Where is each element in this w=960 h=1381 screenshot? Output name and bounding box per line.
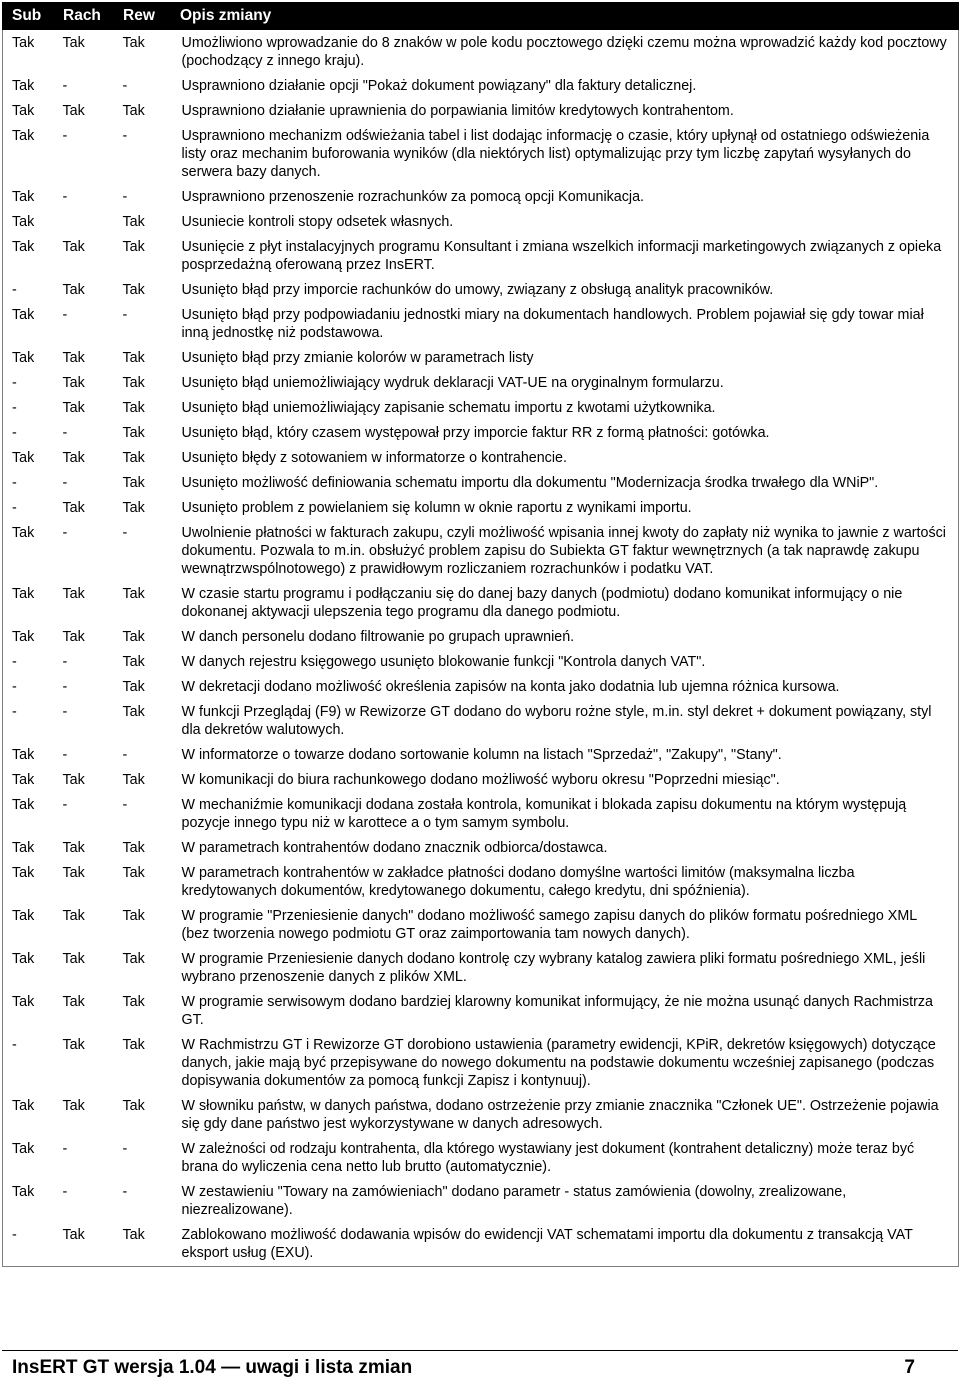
table-row [3, 74, 959, 99]
cell-sub: Tak [12, 951, 35, 967]
cell-rew: Tak [122, 214, 145, 230]
table-row [3, 303, 959, 346]
cell-sub: - [12, 1037, 17, 1053]
cell-sub: - [12, 282, 17, 298]
cell-rach: Tak [62, 350, 85, 366]
cell-opis: W mechaniźmie komunikacji dodana została kontrola, komunikat i blokada zapisu dokumentu na którym występują pozycje innego typu niż w karottece a o tym samym symbolu. [181, 797, 907, 831]
cell-rach: Tak [62, 865, 85, 881]
cell-rach: Tak [62, 772, 85, 788]
cell-rew: Tak [122, 908, 145, 924]
cell-rach: Tak [62, 908, 85, 924]
cell-rew: Tak [122, 654, 145, 670]
cell-rew: - [122, 307, 128, 323]
header-opis: Opis zmiany [171, 3, 959, 30]
table-row [3, 861, 959, 904]
cell-opis: W komunikacji do biura rachunkowego dodano możliwość wyboru okresu "Poprzedni miesiąc". [181, 772, 780, 788]
cell-sub: - [12, 1227, 17, 1243]
changes-table [2, 2, 959, 1267]
cell-rach: - [62, 307, 68, 323]
cell-opis: W zestawieniu "Towary na zamówieniach" dodano parametr - status zamówienia (dowolny, zrealizowane, niezrealizowane). [181, 1184, 847, 1218]
cell-opis: Usunięto możliwość definiowania schematu importu dla dokumentu "Modernizacja środka trwałego dla WNiP". [181, 475, 879, 491]
cell-sub: Tak [12, 78, 35, 94]
cell-opis: W zależności od rodzaju kontrahenta, dla którego wystawiany jest dokument (kontrahent detaliczny) może teraz być brana do wyliczenia cena netto lub brutto (automatycznie). [181, 1141, 915, 1175]
cell-rew: - [122, 747, 128, 763]
table-row [3, 471, 959, 496]
cell-rew: Tak [122, 1227, 145, 1243]
cell-opis: W danych rejestru księgowego usunięto blokowanie funkcji "Kontrola danych VAT". [181, 654, 706, 670]
table-row [3, 1137, 959, 1180]
cell-sub: Tak [12, 1184, 35, 1200]
table-row [3, 446, 959, 471]
table-row [3, 124, 959, 185]
cell-opis: Usunięto błąd, który czasem występował przy imporcie faktur RR z formą płatności: gotówka. [181, 425, 770, 441]
cell-rach: Tak [62, 586, 85, 602]
cell-rew: Tak [122, 865, 145, 881]
cell-sub: Tak [12, 865, 35, 881]
cell-rew: Tak [122, 586, 145, 602]
table-row [3, 904, 959, 947]
cell-sub: Tak [12, 525, 35, 541]
cell-sub: - [12, 654, 17, 670]
cell-rew: - [122, 189, 128, 205]
cell-sub: Tak [12, 747, 35, 763]
cell-opis: W słowniku państw, w danych państwa, dodano ostrzeżenie przy zmianie znacznika "Członek UE". Ostrzeżenie pojawia się gdy dane państwo jest wykorzystywane w danych adresowych. [181, 1098, 939, 1132]
table-row [3, 396, 959, 421]
cell-rach: - [62, 189, 68, 205]
cell-rach: Tak [62, 1098, 85, 1114]
cell-sub: Tak [12, 103, 35, 119]
cell-opis: W programie "Przeniesienie danych" dodano możliwość samego zapisu danych do plików formatu pośredniego XML (bez tworzenia nowego podmiotu GT oraz zaimportowania tam nowych danych). [181, 908, 917, 942]
cell-rach: - [62, 475, 68, 491]
cell-opis: W dekretacji dodano możliwość określenia zapisów na konta jako dodatnia lub ujemna różnica kursowa. [181, 679, 840, 695]
cell-sub: - [12, 679, 17, 695]
cell-rew: Tak [122, 994, 145, 1010]
cell-opis: Usprawniono przenoszenie rozrachunków za pomocą opcji Komunikacja. [181, 189, 645, 205]
cell-opis: W funkcji Przeglądaj (F9) w Rewizorze GT dodano do wyboru rożne style, m.in. styl dekret + dokument powiązany, styl dla dekretów walutowych. [181, 704, 932, 738]
table-row [3, 743, 959, 768]
cell-rach: Tak [62, 282, 85, 298]
cell-rach: Tak [62, 239, 85, 255]
cell-opis: Usuniecie kontroli stopy odsetek własnych. [181, 214, 454, 230]
cell-opis: Usunięto problem z powielaniem się kolumn w oknie raportu z wynikami importu. [181, 500, 692, 516]
page-number: 7 [904, 1357, 915, 1378]
header-rach: Rach [54, 3, 114, 30]
table-row [3, 185, 959, 210]
cell-rach: - [62, 78, 68, 94]
footer-divider [2, 1350, 958, 1351]
cell-rew: Tak [122, 1037, 145, 1053]
cell-rew: Tak [122, 350, 145, 366]
cell-rew: Tak [122, 951, 145, 967]
cell-opis: Usprawniono działanie uprawnienia do porpawiania limitów kredytowych kontrahentom. [181, 103, 734, 119]
table-row [3, 836, 959, 861]
cell-opis: W programie Przeniesienie danych dodano kontrolę czy wybrany katalog zawiera pliki formatu pośredniego XML, jeśli wybrano przenoszenie danych z plików XML. [181, 951, 926, 985]
cell-rach: Tak [62, 1227, 85, 1243]
table-row [3, 650, 959, 675]
cell-opis: W Rachmistrzu GT i Rewizorze GT dorobiono ustawienia (parametry ewidencji, KPiR, dekretów księgowych) dotyczące danych, jakie mają być przepisywane do nowego dokumentu na podstawie dokumentu wcześniej zapisanego (podczas dopisywania dokumentów za pomocą funkcji Zapisz i kontynuuj). [181, 1037, 936, 1089]
cell-rew: Tak [122, 1098, 145, 1114]
cell-rach: - [62, 425, 68, 441]
cell-sub: Tak [12, 840, 35, 856]
header-rew: Rew [114, 3, 171, 30]
cell-rach: Tak [62, 840, 85, 856]
cell-rach: - [62, 797, 68, 813]
footer-title: InsERT GT wersja 1.04 — uwagi i lista zmian [12, 1357, 413, 1378]
cell-rach: Tak [62, 375, 85, 391]
cell-sub: - [12, 375, 17, 391]
cell-sub: Tak [12, 450, 35, 466]
table-row [3, 793, 959, 836]
cell-rew: Tak [122, 375, 145, 391]
cell-rew: Tak [122, 475, 145, 491]
cell-rew: Tak [122, 282, 145, 298]
cell-opis: Umożliwiono wprowadzanie do 8 znaków w pole kodu pocztowego dzięki czemu można wprowadzić każdy kod pocztowy (pochodzący z innego kraju). [181, 35, 947, 69]
cell-rew: Tak [122, 500, 145, 516]
cell-rach: - [62, 1184, 68, 1200]
cell-rach [54, 210, 114, 235]
cell-rew: - [122, 797, 128, 813]
table-row [3, 675, 959, 700]
cell-opis: Usunięto błąd przy podpowiadaniu jednostki miary na dokumentach handlowych. Problem pojawiał się gdy towar miał inną jednostkę niż podstawowa. [181, 307, 924, 341]
cell-rew: - [122, 1184, 128, 1200]
cell-sub: - [12, 400, 17, 416]
table-row [3, 278, 959, 303]
cell-rew: Tak [122, 239, 145, 255]
cell-opis: Zablokowano możliwość dodawania wpisów do ewidencji VAT schematami importu dla dokumentu z transakcją VAT eksport usług (EXU). [181, 1227, 913, 1261]
table-row [3, 496, 959, 521]
cell-rew: Tak [122, 679, 145, 695]
cell-opis: Usprawniono mechanizm odświeżania tabel i list dodając informację o czasie, który upłynął od ostatniego odświeżenia listy oraz mechanim buforowania wyników (dla niektórych list) optymalizując przy tym liczbę zapytań wysyłanych do serwera bazy danych. [181, 128, 930, 180]
cell-opis: W parametrach kontrahentów w zakładce płatności dodano domyślne wartości limitów (maksymalna liczba kredytowanych dokumentów, kredytowanego dokumentu, całego kredytu, dni spóźnienia). [181, 865, 855, 899]
cell-rew: Tak [122, 450, 145, 466]
cell-opis: W czasie startu programu i podłączaniu się do danej bazy danych (podmiotu) dodano komunikat informujący o nie dokonanej aktywacji ulepszenia tego programu dla danego podmiotu. [181, 586, 903, 620]
table-row [3, 625, 959, 650]
cell-rach: Tak [62, 103, 85, 119]
cell-rew: Tak [122, 629, 145, 645]
cell-opis: Usunięto błąd uniemożliwiający wydruk deklaracji VAT-UE na oryginalnym formularzu. [181, 375, 724, 391]
cell-opis: W programie serwisowym dodano bardziej klarowny komunikat informujący, że nie można usunąć danych Rachmistrza GT. [181, 994, 933, 1028]
cell-rach: Tak [62, 400, 85, 416]
cell-sub: - [12, 704, 17, 720]
table-row [3, 990, 959, 1033]
cell-rew: Tak [122, 35, 145, 51]
cell-rew: Tak [122, 425, 145, 441]
table-row [3, 700, 959, 743]
cell-rach: Tak [62, 951, 85, 967]
table-row [3, 1180, 959, 1223]
table-row [3, 1094, 959, 1137]
table-row [3, 371, 959, 396]
cell-sub: Tak [12, 994, 35, 1010]
cell-sub: Tak [12, 239, 35, 255]
table-row [3, 346, 959, 371]
cell-opis: Usprawniono działanie opcji "Pokaż dokument powiązany" dla faktury detalicznej. [181, 78, 697, 94]
cell-sub: Tak [12, 1141, 35, 1157]
cell-opis: Usunięto błąd przy zmianie kolorów w parametrach listy [181, 350, 534, 366]
table-row [3, 1033, 959, 1094]
cell-rach: Tak [62, 1037, 85, 1053]
cell-sub: Tak [12, 128, 35, 144]
table-row [3, 1223, 959, 1267]
cell-rach: Tak [62, 450, 85, 466]
cell-rew: - [122, 1141, 128, 1157]
cell-sub: Tak [12, 307, 35, 323]
cell-opis: Usunięcie z płyt instalacyjnych programu Konsultant i zmiana wszelkich informacji marketingowych związanych z opieka posprzedażną oferowaną przez InsERT. [181, 239, 942, 273]
cell-rew: Tak [122, 704, 145, 720]
cell-rach: - [62, 747, 68, 763]
cell-rew: Tak [122, 103, 145, 119]
cell-opis: W danch personelu dodano filtrowanie po grupach uprawnień. [181, 629, 575, 645]
table-row [3, 99, 959, 124]
cell-sub: Tak [12, 772, 35, 788]
table-header [3, 3, 959, 30]
cell-rach: Tak [62, 500, 85, 516]
cell-sub: Tak [12, 908, 35, 924]
cell-rach: - [62, 654, 68, 670]
cell-opis: Usunięto błędy z sotowaniem w informatorze o kontrahencie. [181, 450, 567, 466]
cell-sub: Tak [12, 629, 35, 645]
table-row [3, 521, 959, 582]
table-row [3, 30, 959, 75]
cell-rew: Tak [122, 400, 145, 416]
cell-rach: Tak [62, 629, 85, 645]
table-row [3, 947, 959, 990]
header-row [3, 3, 959, 30]
cell-sub: - [12, 425, 17, 441]
header-sub: Sub [3, 3, 54, 30]
cell-opis: W parametrach kontrahentów dodano znacznik odbiorca/dostawca. [181, 840, 608, 856]
cell-sub: Tak [12, 35, 35, 51]
cell-opis: W informatorze o towarze dodano sortowanie kolumn na listach "Sprzedaż", "Zakupy", "Stany". [181, 747, 782, 763]
cell-sub: Tak [12, 1098, 35, 1114]
cell-rew: - [122, 78, 128, 94]
cell-rew: - [122, 128, 128, 144]
table-row [3, 235, 959, 278]
cell-sub: - [12, 500, 17, 516]
cell-rach: - [62, 128, 68, 144]
cell-sub: Tak [12, 586, 35, 602]
cell-rach: - [62, 1141, 68, 1157]
cell-opis: Usunięto błąd przy imporcie rachunków do umowy, związany z obsługą analityk pracowników. [181, 282, 774, 298]
table-row [3, 421, 959, 446]
table-row [3, 768, 959, 793]
table-row [3, 582, 959, 625]
cell-rach: Tak [62, 35, 85, 51]
cell-rew: Tak [122, 772, 145, 788]
cell-sub: Tak [12, 214, 35, 230]
cell-rach: - [62, 704, 68, 720]
cell-rew: Tak [122, 840, 145, 856]
cell-rach: Tak [62, 994, 85, 1010]
cell-rew: - [122, 525, 128, 541]
cell-sub: - [12, 475, 17, 491]
cell-sub: Tak [12, 189, 35, 205]
cell-sub: Tak [12, 797, 35, 813]
cell-rach: - [62, 679, 68, 695]
cell-opis: Uwolnienie płatności w fakturach zakupu, czyli możliwość wpisania innej kwoty do zapłaty niż wynika to jawnie z wartości dokumentu. Pozwala to m.in. obsłużyć problem zapisu do Subiekta GT faktur wewnętrznych (a tak naprawdę zakupu wewnątrzwspólnotowego) z prawidłowym rozliczaniem rozrachunków i podatku VAT. [181, 525, 946, 577]
cell-rach: - [62, 525, 68, 541]
cell-opis: Usunięto błąd uniemożliwiający zapisanie schematu importu z kwotami użytkownika. [181, 400, 716, 416]
table-body [3, 30, 959, 1267]
table-row [3, 210, 959, 235]
cell-sub: Tak [12, 350, 35, 366]
